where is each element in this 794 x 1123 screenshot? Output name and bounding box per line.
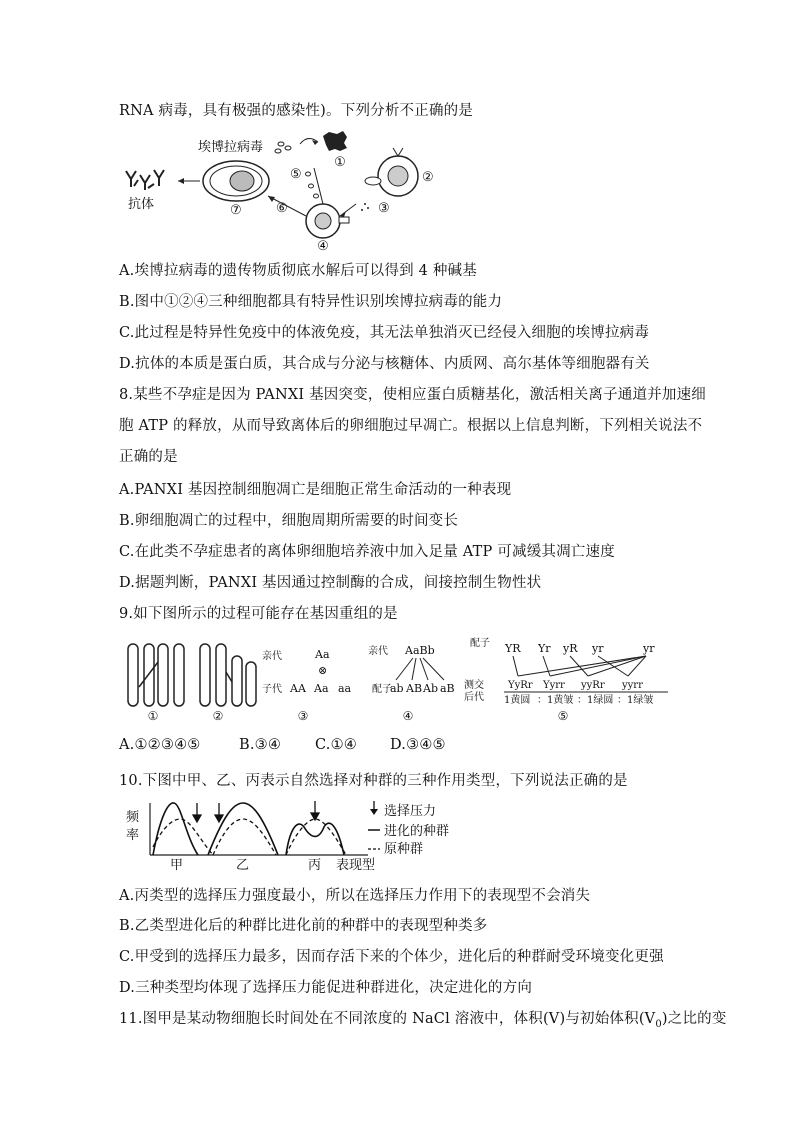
q11-subscript: 0: [655, 1018, 662, 1030]
fig9-parent-3: 亲代: [262, 651, 282, 662]
legend: [368, 801, 449, 857]
fig9-child-3: 子代: [262, 684, 282, 695]
label-3: ③: [378, 201, 390, 216]
q8-stem-1: 8.某些不孕症是因为 PANXI 基因突变，使相应蛋白质糖基化，激活相关离子通道并加速细: [119, 387, 706, 403]
q8-stem-3: 正确的是: [119, 449, 178, 465]
fig9-gamete-4: 配子: [372, 684, 392, 695]
virus-label: 埃博拉病毒: [198, 140, 264, 155]
antibody-icon: [126, 170, 164, 190]
original-curves: [153, 819, 346, 855]
label-yi: 乙: [236, 858, 250, 873]
q7-option-b: B.图中①②④三种细胞都具有特异性识别埃博拉病毒的能力: [119, 294, 503, 310]
q8-stem-2: 胞 ATP 的释放，从而导致离体后的卵细胞过早凋亡。根据以上信息判断，下列相关说法不: [119, 418, 703, 434]
fig9-self: ⊗: [318, 664, 328, 677]
label-bing: 丙: [308, 858, 322, 873]
q7-intro: RNA 病毒，具有极强的感染性)。下列分析不正确的是: [119, 103, 474, 119]
macrophage-cell: [323, 131, 347, 151]
q8-option-a: A.PANXI 基因控制细胞凋亡是细胞正常生命活动的一种表现: [119, 482, 512, 498]
q8-option-c: C.在此类不孕症患者的离体卵细胞培养液中加入足量 ATP 可减缓其凋亡速度: [119, 544, 615, 560]
chromosome-pair-1: [128, 644, 184, 706]
q9-options: [119, 737, 446, 753]
fig9-yR: yR: [563, 642, 578, 655]
fig9-ratio-4: ：1绿皱: [617, 695, 654, 706]
fig9-label-2: ②: [212, 709, 224, 723]
fig9-testcross-1: 测交: [464, 680, 484, 691]
label-7: ⑦: [230, 203, 242, 218]
fig9-AA: AA: [290, 682, 306, 695]
q9-option-b: B.③④: [239, 737, 282, 753]
fig9-ratio-2: ：1黄皱: [537, 695, 574, 706]
fig9-AaBb: AaBb: [405, 644, 435, 657]
fig9-YR: YR: [505, 642, 521, 655]
selection-figure: [118, 797, 458, 873]
fig9-aa: aa: [338, 682, 352, 695]
legend-arrow-label: 选择压力: [384, 804, 437, 819]
fig9-yyRr: yyRr: [581, 680, 605, 691]
fig9-yr-1: yr: [592, 642, 604, 655]
label-1: ①: [334, 155, 346, 170]
fig9-parent-4: 亲代: [368, 646, 388, 657]
fig9-yr-2: yr: [643, 642, 655, 655]
fig9-cross-lines: [513, 656, 646, 676]
fig9-Ab: Ab: [423, 682, 438, 695]
q11-stem-tail: )之比的变: [661, 1011, 727, 1027]
fig9-aB: aB: [440, 682, 455, 695]
label-6: ⑥: [276, 201, 288, 216]
fig9-Yr: Yr: [538, 642, 551, 655]
fig9-meiosis-lines: [396, 658, 444, 680]
fig9-testcross-2: 后代: [464, 692, 484, 703]
fig9-gamete-5: 配子: [470, 638, 490, 649]
label-jia: 甲: [170, 858, 184, 873]
fig9-yyrr: yyrr: [622, 680, 643, 691]
q7-option-d: D.抗体的本质是蛋白质，其合成与分泌与核糖体、内质网、高尔基体等细胞器有关: [119, 356, 650, 372]
fig9-Yyrr: Yyrr: [543, 680, 565, 691]
q8-option-d: D.据题判断，PANXI 基因通过控制酶的合成，间接控制生物性状: [119, 575, 542, 591]
fig9-label-1: ①: [147, 709, 159, 723]
immune-response-figure: [118, 126, 438, 252]
fig9-YyRr: YyRr: [508, 680, 533, 691]
fig9-Aa: Aa: [315, 648, 330, 661]
q11-stem: [119, 1007, 727, 1030]
legend-solid-label: 进化的种群: [384, 824, 450, 839]
fig9-label-4: ④: [402, 709, 414, 723]
fig9-AB: AB: [406, 682, 423, 695]
q10-option-c: C.甲受到的选择压力最多，因而存活下来的个体少，进化后的种群耐受环境变化更强: [119, 949, 664, 965]
chromosome-pair-2: [200, 644, 256, 706]
q9-option-c: C.①④: [315, 737, 357, 753]
ylabel-freq-2: 率: [126, 828, 140, 843]
label-2: ②: [422, 170, 434, 185]
q10-option-a: A.丙类型的选择压力强度最小，所以在选择压力作用下的表现型不会消失: [119, 888, 591, 904]
label-4: ④: [317, 239, 329, 252]
fig9-label-5: ⑤: [557, 709, 569, 723]
q9-stem: 9.如下图所示的过程可能存在基因重组的是: [119, 606, 398, 622]
fig9-label-3: ③: [297, 709, 309, 723]
q10-option-b: B.乙类型进化后的种群比进化前的种群中的表现型种类多: [119, 918, 488, 934]
ylabel-freq-1: 频: [126, 810, 140, 825]
fig9-ratio-1: 1黄圆: [504, 695, 531, 706]
fig9-ratio-3: ：1绿圆: [577, 695, 614, 706]
q7-option-a: A.埃博拉病毒的遗传物质彻底水解后可以得到 4 种碱基: [119, 263, 477, 279]
label-phenotype: 表现型: [336, 858, 376, 873]
q10-stem: 10.下图中甲、乙、丙表示自然选择对种群的三种作用类型，下列说法正确的是: [119, 773, 628, 789]
fig9-ab: ab: [390, 682, 404, 695]
fig9-Aa2: Aa: [314, 682, 329, 695]
q8-option-b: B.卵细胞凋亡的过程中，细胞周期所需要的时间变长: [119, 513, 459, 529]
q7-option-c: C.此过程是特异性免疫中的体液免疫，其无法单独消灭已经侵入细胞的埃博拉病毒: [119, 325, 650, 341]
q9-option-a: A.①②③④⑤: [119, 737, 201, 753]
legend-dash-label: 原种群: [384, 842, 424, 857]
antigen-dots: [361, 203, 369, 211]
label-5: ⑤: [290, 167, 302, 182]
q11-stem-text: 11.图甲是某动物细胞长时间处在不同浓度的 NaCl 溶液中，体积(V)与初始体积(V: [119, 1011, 656, 1027]
recombination-figure: [118, 632, 678, 724]
antibody-label: 抗体: [128, 197, 155, 212]
q9-option-d: D.③④⑤: [390, 737, 446, 753]
q10-option-d: D.三种类型均体现了选择压力能促进种群进化，决定进化的方向: [119, 980, 533, 996]
